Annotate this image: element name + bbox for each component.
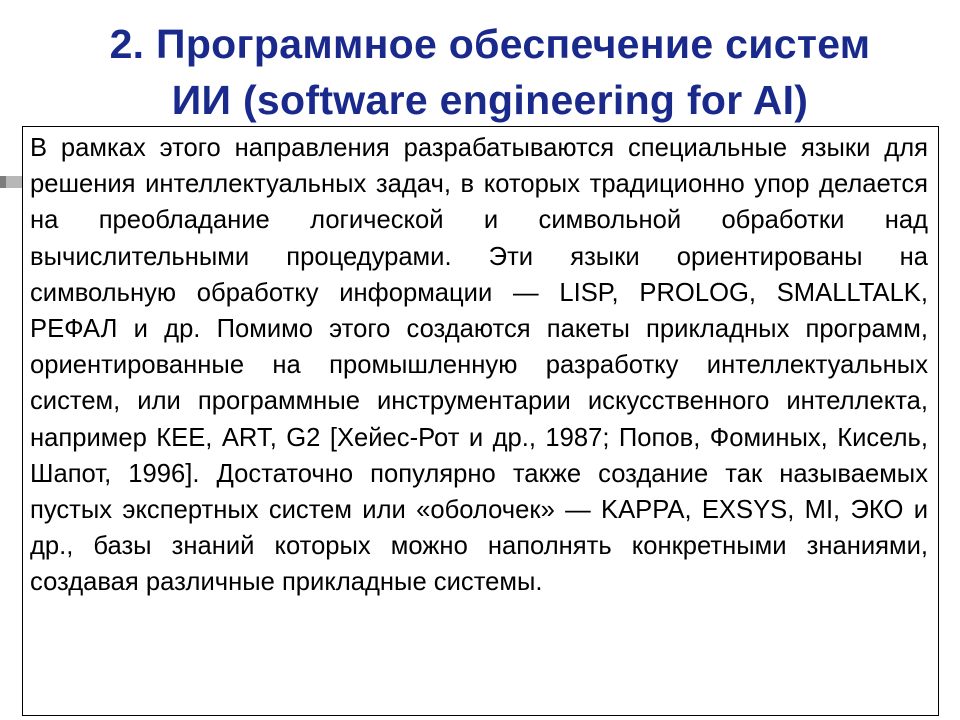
slide-title [0, 16, 960, 128]
body-text: В рамках этого направления разрабатываются специальные языки для решения интеллектуальных задач, в которых традиционно упор делается на преобладание логической и символьной обработки над вычислительными процедурами. Эти языки ориентированы на символьную обработку информации — LISP, PROLOG, SMALLTALK, РЕФАЛ и др. Помимо этого создаются пакеты прикладных программ, ориентированные на промышленную разработку интеллектуальных систем, или программные инструментарии искусственного интеллекта, например КЕЕ, ART, G2 [Хейес-Рот и др., 1987; Попов, Фоминых, Кисель, Шапот, 1996]. Достаточно популярно также создание так называемых пустых экспертных систем или «оболочек» — KAPPA, EXSYS, MI, ЭКО и др., базы знаний которых можно наполнять конкретными знаниями, создавая различные прикладные системы. [30, 134, 928, 597]
decorative-bar-edge [0, 176, 6, 188]
slide-title-line-1: 2. Программное обеспечение систем [109, 21, 871, 67]
slide-title-line-2: ИИ (software engineering for AI) [171, 77, 809, 123]
